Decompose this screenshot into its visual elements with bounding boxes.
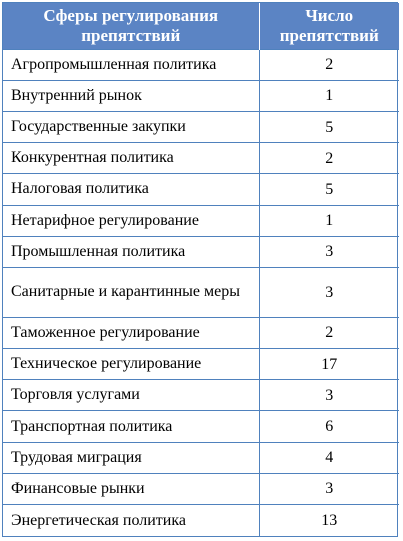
sphere-cell: Внутренний рынок — [3, 80, 259, 111]
sphere-cell: Промышленная политика — [3, 236, 259, 267]
table-row — [3, 205, 399, 236]
count-cell: 2 — [259, 49, 399, 80]
obstacles-table-container — [2, 2, 398, 537]
count-cell: 2 — [259, 317, 399, 348]
sphere-cell: Санитарные и карантинные меры — [3, 267, 259, 317]
sphere-cell: Нетарифное регулирование — [3, 205, 259, 236]
table-row — [3, 442, 399, 473]
table-body — [3, 49, 399, 536]
table-row — [3, 111, 399, 142]
count-cell: 3 — [259, 473, 399, 504]
table-row — [3, 473, 399, 504]
count-cell: 5 — [259, 111, 399, 142]
table-row — [3, 317, 399, 348]
table-row — [3, 505, 399, 536]
table-row — [3, 349, 399, 380]
count-cell: 3 — [259, 267, 399, 317]
count-cell: 3 — [259, 380, 399, 411]
table-row — [3, 80, 399, 111]
sphere-cell: Конкурентная политика — [3, 143, 259, 174]
header-count: Число препятствий — [259, 3, 399, 49]
count-cell: 1 — [259, 80, 399, 111]
sphere-cell: Государственные закупки — [3, 111, 259, 142]
count-cell: 1 — [259, 205, 399, 236]
table-row — [3, 143, 399, 174]
sphere-cell: Финансовые рынки — [3, 473, 259, 504]
header-sphere: Сферы регулирования препятствий — [3, 3, 259, 49]
table-header — [3, 3, 399, 49]
table-row — [3, 49, 399, 80]
table-row — [3, 174, 399, 205]
sphere-cell: Таможенное регулирование — [3, 317, 259, 348]
sphere-cell: Трудовая миграция — [3, 442, 259, 473]
sphere-cell: Техническое регулирование — [3, 349, 259, 380]
count-cell: 2 — [259, 143, 399, 174]
table-row — [3, 380, 399, 411]
table-row — [3, 236, 399, 267]
count-cell: 13 — [259, 505, 399, 536]
count-cell: 6 — [259, 411, 399, 442]
table-row — [3, 267, 399, 317]
count-cell: 3 — [259, 236, 399, 267]
sphere-cell: Агропромышленная политика — [3, 49, 259, 80]
count-cell: 5 — [259, 174, 399, 205]
sphere-cell: Торговля услугами — [3, 380, 259, 411]
sphere-cell: Энергетическая политика — [3, 505, 259, 536]
sphere-cell: Транспортная политика — [3, 411, 259, 442]
count-cell: 4 — [259, 442, 399, 473]
sphere-cell: Налоговая политика — [3, 174, 259, 205]
obstacles-table — [3, 3, 399, 536]
count-cell: 17 — [259, 349, 399, 380]
header-row — [3, 3, 399, 49]
table-row — [3, 411, 399, 442]
